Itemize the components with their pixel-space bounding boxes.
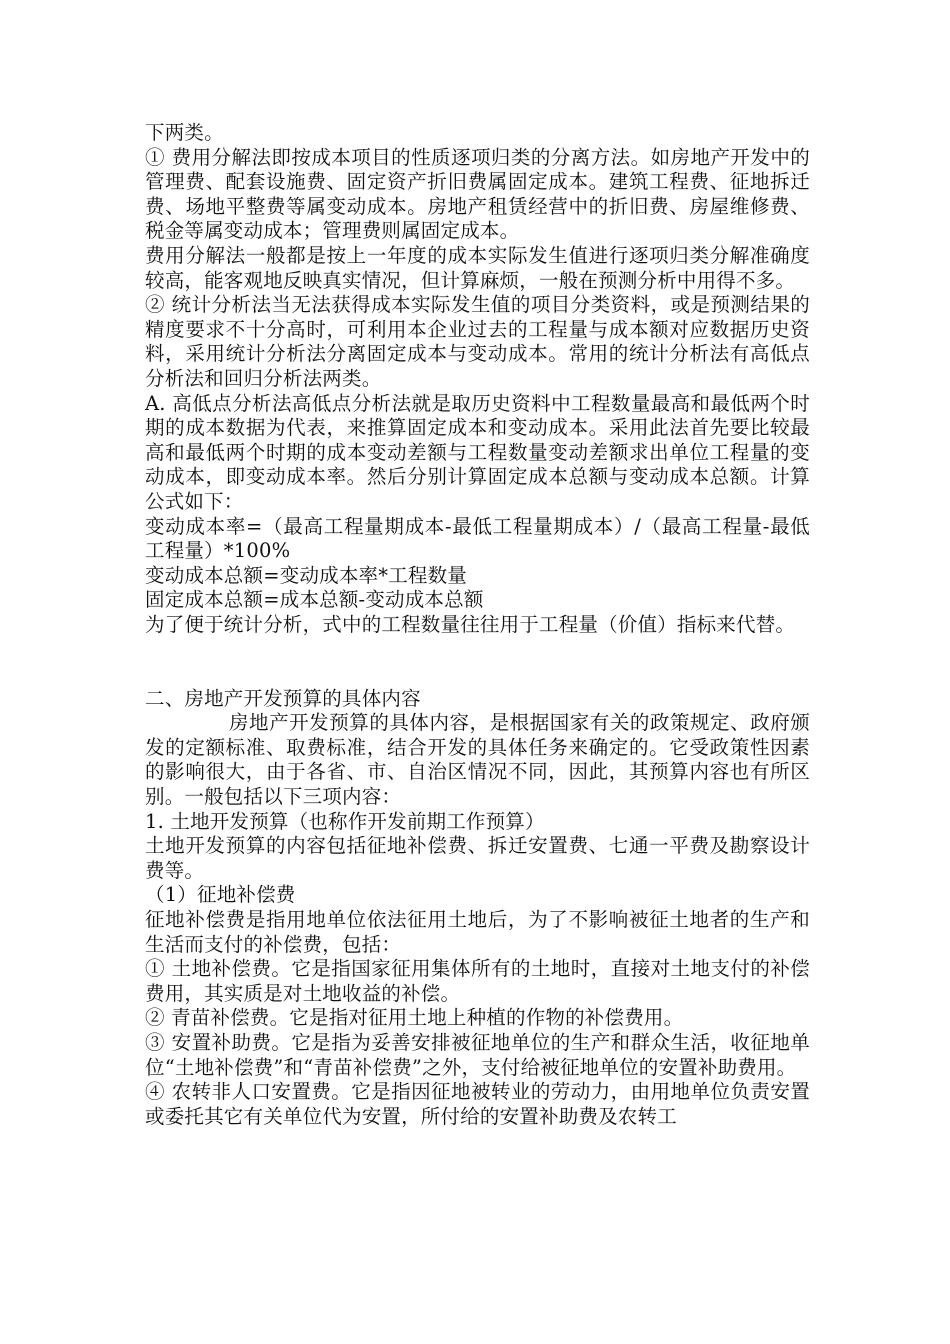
subheading: 1. 土地开发预算（也称作开发前期工作预算） (145, 809, 545, 833)
section-intro: 房地产开发预算的具体内容，是根据国家有关的政策规定、政府颁发的定额标准、取费标准，结合开发的具体任务来确定的。它受政策性因素的影响很大，由于各省、市、自治区情况不同，因此，其预算内容也有所区别。一般包括以下三项内容： (145, 711, 810, 809)
paragraph: 土地开发预算的内容包括征地补偿费、拆迁安置费、七通一平费及勘察设计费等。 (145, 834, 810, 882)
section-heading: 二、房地产开发预算的具体内容 (145, 686, 421, 710)
paragraph: 下两类。 (145, 121, 224, 144)
subheading: （1）征地补偿费 (145, 883, 296, 907)
formula-line: 变动成本率=（最高工程量期成本-最低工程量期成本）/（最高工程量-最低工程量）*100% (145, 514, 810, 563)
paragraph: ① 费用分解法即按成本项目的性质逐项归类的分离方法。如房地产开发中的管理费、配套设施费、固定资产折旧费属固定成本。建筑工程费、征地拆迁费、场地平整费等属变动成本。房地产租赁经营中的折旧费、房屋维修费、税金等属变动成本；管理费则属固定成本。 (145, 145, 810, 243)
blank-line (145, 637, 810, 662)
list-item: ④ 农转非人口安置费。它是指因征地被转业的劳动力，由用地单位负责安置或委托其它有关单位代为安置，所付给的安置补助费及农转工 (145, 1080, 810, 1128)
paragraph: 征地补偿费是指用地单位依法征用土地后，为了不影响被征土地者的生产和生活而支付的补偿费，包括： (145, 908, 810, 956)
list-item: ② 青苗补偿费。它是指对征用土地上种植的作物的补偿费用。 (145, 1006, 684, 1030)
paragraph: 为了便于统计分析，式中的工程数量往往用于工程量（价值）指标来代替。 (145, 612, 796, 636)
formula-line: 变动成本总额=变动成本率*工程数量 (145, 563, 467, 587)
paragraph: 费用分解法一般都是按上一年度的成本实际发生值进行逐项归类分解准确度较高，能客观地反映真实情况，但计算麻烦，一般在预测分析中用得不多。 (145, 243, 810, 292)
document-page (145, 121, 810, 1129)
paragraph: A. 高低点分析法高低点分析法就是取历史资料中工程数量最高和最低两个时期的成本数据为代表，来推算固定成本和变动成本。采用此法首先要比较最高和最低两个时期的成本变动差额与工程数量变动差额求出单位工程量的变动成本，即变动成本率。然后分别计算固定成本总额与变动成本总额。计算公式如下： (145, 391, 810, 513)
formula-line: 固定成本总额=成本总额-变动成本总额 (145, 588, 484, 612)
blank-line (145, 662, 810, 687)
list-item: ③ 安置补助费。它是指为妥善安排被征地单位的生产和群众生活，收征地单位“土地补偿费”和“青苗补偿费”之外，支付给被征地单位的安置补助费用。 (145, 1030, 810, 1079)
list-item: ① 土地补偿费。它是指国家征用集体所有的土地时，直接对土地支付的补偿费用，其实质是对土地收益的补偿。 (145, 957, 810, 1005)
paragraph: ② 统计分析法当无法获得成本实际发生值的项目分类资料，或是预测结果的精度要求不十分高时，可利用本企业过去的工程量与成本额对应数据历史资料，采用统计分析法分离固定成本与变动成本。常用的统计分析法有高低点分析法和回归分析法两类。 (145, 293, 810, 390)
